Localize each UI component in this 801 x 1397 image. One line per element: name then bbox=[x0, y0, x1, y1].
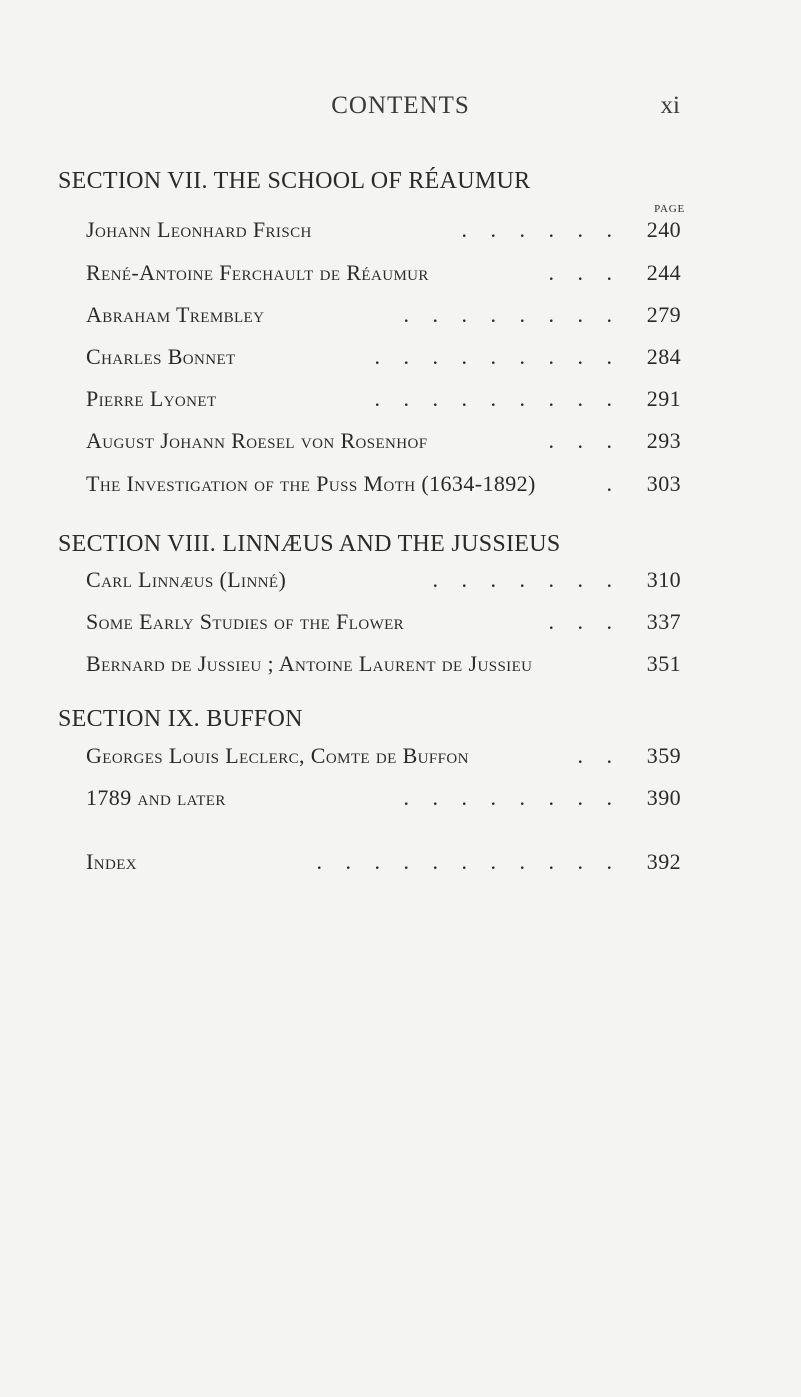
toc-entry[interactable] bbox=[86, 743, 681, 773]
toc-entry-page: 291 bbox=[646, 386, 681, 411]
toc-entry-title: Some Early Studies of the Flower bbox=[86, 609, 405, 634]
page-folio: xi bbox=[660, 92, 680, 119]
toc-entry-title: René-Antoine Ferchault de Réaumur bbox=[86, 260, 429, 285]
dot-leader: . . . bbox=[548, 428, 621, 453]
dot-leader: . . . . . . . . . . . bbox=[316, 849, 621, 874]
toc-entry-page: 337 bbox=[646, 609, 681, 634]
section-heading: SECTION VII. THE SCHOOL OF RÉAUMUR bbox=[58, 168, 531, 194]
toc-entry-page: 279 bbox=[646, 302, 681, 327]
section-heading: SECTION VIII. LINNÆUS AND THE JUSSIEUS bbox=[58, 531, 561, 557]
toc-entry-title: Johann Leonhard Frisch bbox=[86, 217, 312, 242]
dot-leader: . . . . . . . . . bbox=[374, 386, 621, 411]
toc-entry-title: Georges Louis Leclerc, Comte de Buffon bbox=[86, 743, 469, 768]
toc-entry-title: Pierre Lyonet bbox=[86, 386, 217, 411]
toc-entry-page: 303 bbox=[646, 471, 681, 496]
dot-leader: . bbox=[606, 471, 621, 496]
dot-leader: . . . . . . . . bbox=[403, 302, 621, 327]
toc-entry-page: 359 bbox=[646, 743, 681, 768]
dot-leader: . . . . . . bbox=[461, 217, 621, 242]
toc-entry[interactable] bbox=[86, 651, 681, 681]
toc-entry[interactable] bbox=[86, 785, 681, 815]
toc-entry-page: 244 bbox=[646, 260, 681, 285]
toc-entry[interactable] bbox=[86, 260, 681, 290]
toc-entry[interactable] bbox=[86, 428, 681, 458]
dot-leader: . . . bbox=[548, 609, 621, 634]
toc-entry-title: August Johann Roesel von Rosenhof bbox=[86, 428, 428, 453]
section-heading: SECTION IX. BUFFON bbox=[58, 706, 303, 732]
page-column-label: PAGE bbox=[654, 203, 685, 215]
toc-entry[interactable] bbox=[86, 609, 681, 639]
toc-entry-title: 1789 and later bbox=[86, 785, 226, 810]
toc-entry-title: Abraham Trembley bbox=[86, 302, 265, 327]
toc-entry-page: 390 bbox=[646, 785, 681, 810]
dot-leader: . . bbox=[577, 743, 621, 768]
toc-entry-title: Carl Linnæus (Linné) bbox=[86, 567, 287, 592]
toc-entry-page: 284 bbox=[646, 344, 681, 369]
toc-entry[interactable] bbox=[86, 302, 681, 332]
dot-leader: . . . . . . . bbox=[432, 567, 621, 592]
toc-entry[interactable] bbox=[86, 344, 681, 374]
toc-entry-page: 310 bbox=[646, 567, 681, 592]
toc-entry[interactable] bbox=[86, 567, 681, 597]
toc-entry-index[interactable] bbox=[86, 849, 681, 879]
dot-leader: . . . . . . . . . bbox=[374, 344, 621, 369]
dot-leader: . . . bbox=[548, 260, 621, 285]
toc-entry-page: 293 bbox=[646, 428, 681, 453]
toc-entry-title: The Investigation of the Puss Moth (1634-1892) bbox=[86, 471, 536, 496]
toc-entry[interactable] bbox=[86, 217, 681, 247]
toc-entry[interactable] bbox=[86, 386, 681, 416]
toc-entry-title: Index bbox=[86, 849, 137, 874]
toc-entry-title: Charles Bonnet bbox=[86, 344, 236, 369]
toc-entry-page: 392 bbox=[646, 849, 681, 874]
toc-entry-page: 351 bbox=[646, 651, 681, 676]
toc-entry-page: 240 bbox=[646, 217, 681, 242]
dot-leader: . . . . . . . . bbox=[403, 785, 621, 810]
running-title: CONTENTS bbox=[331, 92, 470, 119]
toc-entry[interactable] bbox=[86, 471, 681, 501]
running-head bbox=[0, 92, 801, 124]
toc-entry-title: Bernard de Jussieu ; Antoine Laurent de Jussieu bbox=[86, 651, 533, 676]
